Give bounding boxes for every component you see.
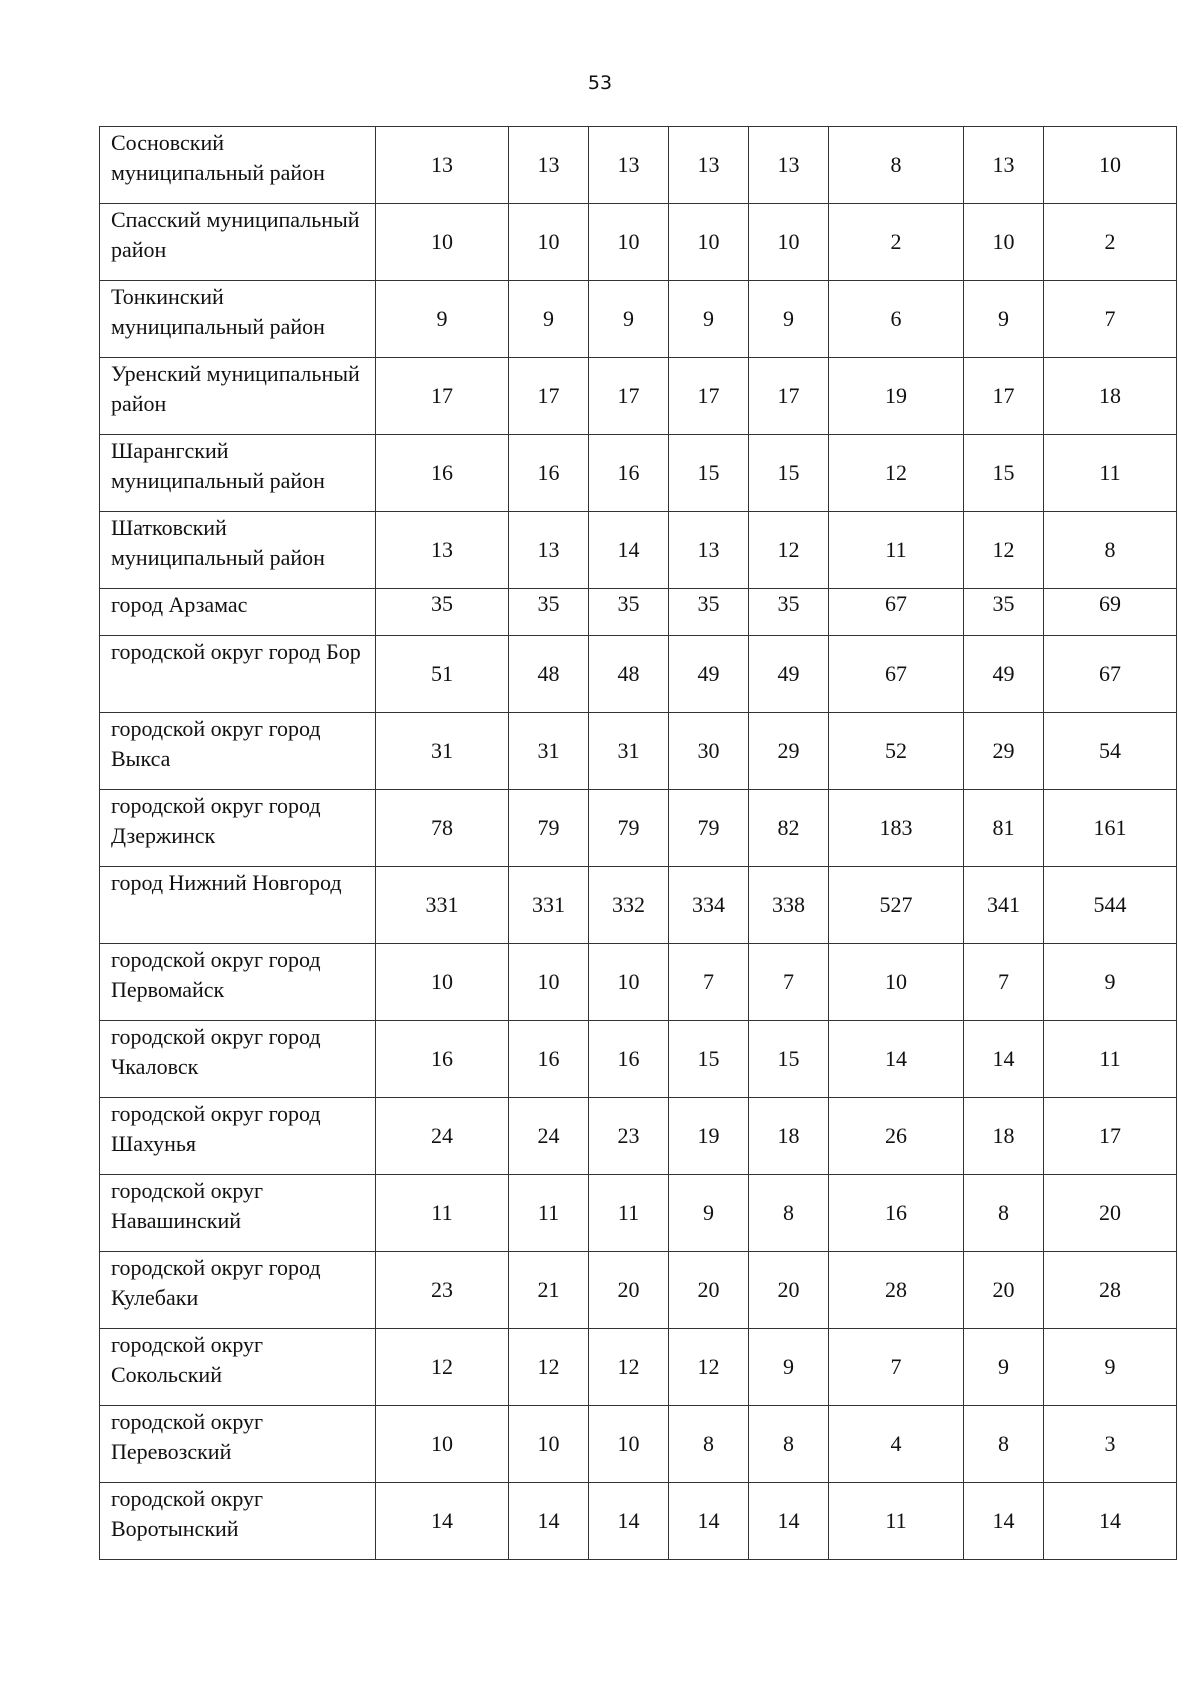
table-cell-value: 15 [749,435,829,512]
table-cell-value: 26 [829,1098,964,1175]
table-cell-value: 35 [749,589,829,636]
table-cell-value: 4 [829,1406,964,1483]
table-row [100,589,1177,636]
table-cell-value: 10 [509,944,589,1021]
table-cell-value: 16 [589,1021,669,1098]
table-cell-value: 19 [829,358,964,435]
table-cell-value: 331 [376,867,509,944]
table-row [100,281,1177,358]
table-cell-value: 15 [749,1021,829,1098]
table-cell-value: 24 [509,1098,589,1175]
table-cell-value: 11 [829,1483,964,1560]
table-row [100,636,1177,713]
table-cell-value: 9 [669,281,749,358]
table-body [100,127,1177,1560]
table-cell-value: 13 [509,127,589,204]
municipality-table [99,126,1177,1560]
table-cell-value: 11 [829,512,964,589]
table-row [100,1021,1177,1098]
table-cell-value: 9 [964,281,1044,358]
table-cell-value: 31 [589,713,669,790]
table-cell-value: 10 [749,204,829,281]
table-cell-value: 79 [589,790,669,867]
table-cell-value: 81 [964,790,1044,867]
table-cell-value: 52 [829,713,964,790]
municipality-name: Тонкинский муниципальный район [100,281,376,358]
table-cell-value: 48 [589,636,669,713]
municipality-name: Шарангский муниципальный район [100,435,376,512]
table-cell-value: 7 [669,944,749,1021]
table-cell-value: 331 [509,867,589,944]
table-cell-value: 13 [669,512,749,589]
table-cell-value: 54 [1044,713,1177,790]
table-cell-value: 8 [829,127,964,204]
table-cell-value: 35 [964,589,1044,636]
table-cell-value: 161 [1044,790,1177,867]
table-cell-value: 10 [589,1406,669,1483]
table-cell-value: 82 [749,790,829,867]
table-cell-value: 14 [376,1483,509,1560]
table-cell-value: 527 [829,867,964,944]
table-cell-value: 49 [749,636,829,713]
table-cell-value: 18 [749,1098,829,1175]
table-row [100,435,1177,512]
table-cell-value: 21 [509,1252,589,1329]
table-row [100,1329,1177,1406]
table-cell-value: 15 [669,1021,749,1098]
table-cell-value: 8 [669,1406,749,1483]
table-cell-value: 14 [669,1483,749,1560]
table-cell-value: 79 [509,790,589,867]
table-cell-value: 20 [1044,1175,1177,1252]
table-cell-value: 7 [964,944,1044,1021]
table-row [100,204,1177,281]
table-row [100,713,1177,790]
table-cell-value: 49 [669,636,749,713]
table-cell-value: 14 [1044,1483,1177,1560]
municipality-name: городской округ город Дзержинск [100,790,376,867]
municipality-name: городской округ город Бор [100,636,376,713]
table-row [100,1252,1177,1329]
table-cell-value: 67 [1044,636,1177,713]
table-row [100,1175,1177,1252]
municipality-name: городской округ Воротынский [100,1483,376,1560]
table-cell-value: 9 [589,281,669,358]
table-cell-value: 10 [376,1406,509,1483]
table-cell-value: 17 [589,358,669,435]
table-cell-value: 13 [589,127,669,204]
table-cell-value: 31 [509,713,589,790]
table-cell-value: 10 [376,204,509,281]
table-cell-value: 11 [376,1175,509,1252]
table-cell-value: 10 [964,204,1044,281]
table-cell-value: 17 [1044,1098,1177,1175]
table-cell-value: 35 [589,589,669,636]
table-cell-value: 18 [964,1098,1044,1175]
table-cell-value: 78 [376,790,509,867]
table-row [100,1483,1177,1560]
table-cell-value: 14 [964,1483,1044,1560]
table-cell-value: 183 [829,790,964,867]
table-cell-value: 12 [589,1329,669,1406]
table-cell-value: 9 [964,1329,1044,1406]
table-row [100,127,1177,204]
table-cell-value: 16 [509,435,589,512]
table-cell-value: 12 [669,1329,749,1406]
municipality-name: городской округ Перевозский [100,1406,376,1483]
table-cell-value: 28 [1044,1252,1177,1329]
table-cell-value: 12 [964,512,1044,589]
table-cell-value: 13 [376,127,509,204]
table-cell-value: 20 [589,1252,669,1329]
table-cell-value: 13 [376,512,509,589]
table-cell-value: 2 [1044,204,1177,281]
table-cell-value: 9 [669,1175,749,1252]
table-cell-value: 10 [589,944,669,1021]
table-cell-value: 79 [669,790,749,867]
table-cell-value: 14 [829,1021,964,1098]
table-cell-value: 544 [1044,867,1177,944]
municipality-name: городской округ город Первомайск [100,944,376,1021]
table-cell-value: 14 [509,1483,589,1560]
municipality-name: городской округ город Выкса [100,713,376,790]
table-cell-value: 13 [749,127,829,204]
table-row [100,512,1177,589]
table-cell-value: 69 [1044,589,1177,636]
table-cell-value: 18 [1044,358,1177,435]
table-cell-value: 338 [749,867,829,944]
table-cell-value: 12 [829,435,964,512]
table-cell-value: 11 [1044,435,1177,512]
table-cell-value: 334 [669,867,749,944]
table-cell-value: 29 [964,713,1044,790]
table-cell-value: 9 [749,281,829,358]
table-cell-value: 17 [749,358,829,435]
table-cell-value: 3 [1044,1406,1177,1483]
table-cell-value: 7 [1044,281,1177,358]
table-cell-value: 7 [749,944,829,1021]
municipality-name: Шатковский муниципальный район [100,512,376,589]
table-cell-value: 10 [1044,127,1177,204]
table-cell-value: 9 [509,281,589,358]
table-cell-value: 29 [749,713,829,790]
table-cell-value: 11 [589,1175,669,1252]
table-cell-value: 51 [376,636,509,713]
table-cell-value: 2 [829,204,964,281]
table-cell-value: 14 [589,1483,669,1560]
table-cell-value: 9 [749,1329,829,1406]
table-cell-value: 23 [376,1252,509,1329]
table-row [100,358,1177,435]
table-cell-value: 9 [376,281,509,358]
municipality-name: городской округ Сокольский [100,1329,376,1406]
table-cell-value: 14 [589,512,669,589]
municipality-name: Спасский муниципальный район [100,204,376,281]
table-cell-value: 20 [669,1252,749,1329]
table-cell-value: 30 [669,713,749,790]
table-cell-value: 9 [1044,1329,1177,1406]
table-row [100,1406,1177,1483]
table-cell-value: 16 [509,1021,589,1098]
table-cell-value: 35 [376,589,509,636]
table-cell-value: 7 [829,1329,964,1406]
table-cell-value: 20 [749,1252,829,1329]
table-cell-value: 10 [509,204,589,281]
table-row [100,790,1177,867]
municipality-name: городской округ Навашинский [100,1175,376,1252]
table-cell-value: 19 [669,1098,749,1175]
table-cell-value: 48 [509,636,589,713]
table-cell-value: 16 [376,435,509,512]
table-cell-value: 8 [749,1406,829,1483]
table-cell-value: 10 [669,204,749,281]
table-cell-value: 17 [669,358,749,435]
table-cell-value: 15 [669,435,749,512]
table-row [100,1098,1177,1175]
table-cell-value: 14 [964,1021,1044,1098]
table-cell-value: 8 [964,1406,1044,1483]
municipality-name: Сосновский муниципальный район [100,127,376,204]
table-cell-value: 10 [376,944,509,1021]
table-cell-value: 17 [376,358,509,435]
table-cell-value: 16 [589,435,669,512]
table-cell-value: 10 [829,944,964,1021]
table-cell-value: 10 [509,1406,589,1483]
table-cell-value: 17 [509,358,589,435]
table-cell-value: 13 [669,127,749,204]
table-cell-value: 13 [964,127,1044,204]
municipality-name: Уренский муниципальный район [100,358,376,435]
municipality-name: городской округ город Чкаловск [100,1021,376,1098]
table-cell-value: 8 [749,1175,829,1252]
table-cell-value: 9 [1044,944,1177,1021]
table-cell-value: 23 [589,1098,669,1175]
page-number: 53 [587,72,613,94]
table-cell-value: 67 [829,636,964,713]
municipality-name: город Арзамас [100,589,376,636]
table-cell-value: 35 [669,589,749,636]
table-cell-value: 16 [376,1021,509,1098]
table-row [100,944,1177,1021]
table-cell-value: 67 [829,589,964,636]
table-cell-value: 49 [964,636,1044,713]
table-cell-value: 20 [964,1252,1044,1329]
table-cell-value: 8 [964,1175,1044,1252]
table-cell-value: 24 [376,1098,509,1175]
table-cell-value: 8 [1044,512,1177,589]
table-cell-value: 6 [829,281,964,358]
table-cell-value: 31 [376,713,509,790]
table-cell-value: 17 [964,358,1044,435]
table-cell-value: 12 [509,1329,589,1406]
table-cell-value: 10 [589,204,669,281]
table-cell-value: 15 [964,435,1044,512]
table-cell-value: 35 [509,589,589,636]
municipality-name: городской округ город Шахунья [100,1098,376,1175]
table-cell-value: 14 [749,1483,829,1560]
table-cell-value: 12 [376,1329,509,1406]
municipality-name: городской округ город Кулебаки [100,1252,376,1329]
table-cell-value: 11 [509,1175,589,1252]
table-cell-value: 332 [589,867,669,944]
table-row [100,867,1177,944]
table-cell-value: 28 [829,1252,964,1329]
table-cell-value: 13 [509,512,589,589]
table-cell-value: 16 [829,1175,964,1252]
table-cell-value: 11 [1044,1021,1177,1098]
table-cell-value: 12 [749,512,829,589]
table-cell-value: 341 [964,867,1044,944]
municipality-name: город Нижний Новгород [100,867,376,944]
